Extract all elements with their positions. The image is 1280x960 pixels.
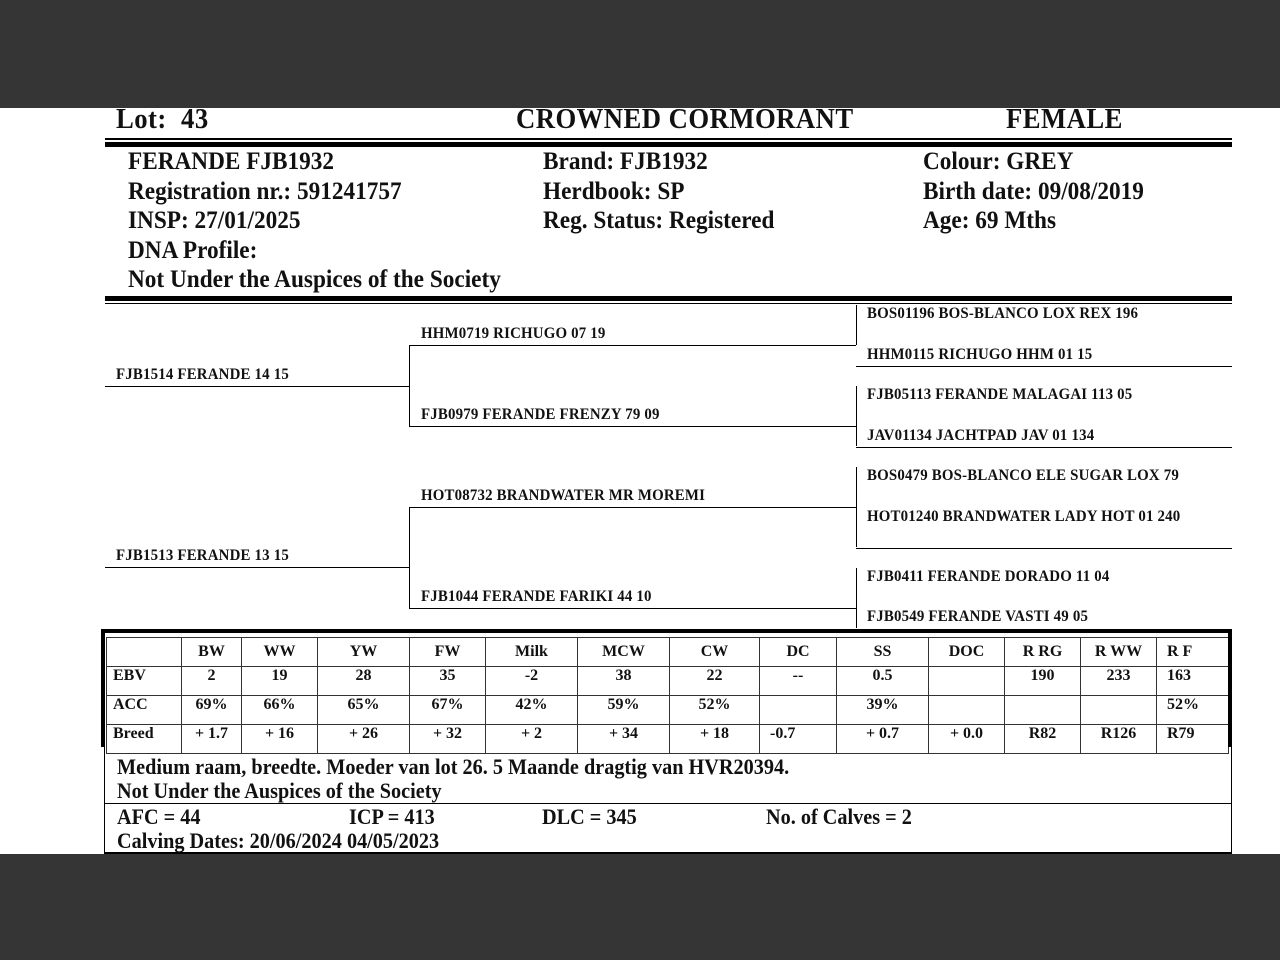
ggp-7: FJB0411 FERANDE DORADO 11 04	[867, 568, 1110, 585]
ebv-cell: 52%	[670, 696, 760, 725]
ebv-cell: --	[760, 667, 837, 696]
ebv-cell: R79	[1157, 725, 1229, 754]
ebv-cell	[929, 696, 1005, 725]
ebv-cell: 19	[242, 667, 318, 696]
ebv-cell: + 0.7	[837, 725, 929, 754]
ebv-cell: 69%	[182, 696, 242, 725]
ebv-cell: 42%	[486, 696, 578, 725]
ebv-header-cell: SS	[837, 638, 929, 667]
age: Age: 69 Mths	[923, 207, 1057, 234]
breed-row	[107, 725, 1229, 754]
ggp-3: FJB05113 FERANDE MALAGAI 113 05	[867, 386, 1133, 403]
ebv-cell: 163	[1157, 667, 1229, 696]
auspices-note: Not Under the Auspices of the Society	[128, 266, 501, 293]
ebv-header-cell: R RG	[1005, 638, 1081, 667]
ebv-cell: 66%	[242, 696, 318, 725]
ggp-separator-3	[856, 548, 1232, 549]
ebv-cell: + 26	[318, 725, 410, 754]
ebv-cell: 28	[318, 667, 410, 696]
ggp-8: FJB0549 FERANDE VASTI 49 05	[867, 608, 1089, 625]
ebv-cell: + 16	[242, 725, 318, 754]
insp-date: INSP: 27/01/2025	[128, 207, 301, 234]
ebv-header-cell: R WW	[1081, 638, 1157, 667]
ebv-cell: 67%	[410, 696, 486, 725]
pedigree-dam-sire: HOT08732 BRANDWATER MR MOREMI	[421, 487, 706, 504]
ebv-header-cell: BW	[182, 638, 242, 667]
dam-bracket	[409, 507, 410, 608]
sire-dam-line	[409, 426, 856, 427]
ggp-bracket-1	[856, 305, 857, 345]
reg-status: Reg. Status: Registered	[543, 207, 775, 234]
registration-number: Registration nr.: 591241757	[128, 177, 402, 205]
lot-number: 43	[181, 108, 209, 135]
ebv-header-cell: DOC	[929, 638, 1005, 667]
lot-sheet	[0, 108, 1280, 854]
ebv-header-cell: WW	[242, 638, 318, 667]
ebv-header-cell: CW	[670, 638, 760, 667]
remarks-left-border	[104, 747, 105, 854]
pedigree-dam-dam: FJB1044 FERANDE FARIKI 44 10	[421, 588, 652, 605]
ggp-5: BOS0479 BOS-BLANCO ELE SUGAR LOX 79	[867, 467, 1180, 484]
pedigree-sire-dam: FJB0979 FERANDE FRENZY 79 09	[421, 406, 660, 423]
ggp-bracket-2	[856, 386, 857, 446]
ebv-header-cell: FW	[410, 638, 486, 667]
ebv-cell: 233	[1081, 667, 1157, 696]
ebv-cell: 22	[670, 667, 760, 696]
pedigree-dam: FJB1513 FERANDE 13 15	[116, 547, 289, 564]
ebv-table	[106, 637, 1229, 754]
ebv-cell: 190	[1005, 667, 1081, 696]
ebv-header-cell: Milk	[486, 638, 578, 667]
pedigree-sire-sire: HHM0719 RICHUGO 07 19	[421, 325, 606, 342]
ebv-header-cell: DC	[760, 638, 837, 667]
ebv-cell: R82	[1005, 725, 1081, 754]
info-rule-thin	[105, 303, 1232, 304]
remarks-line-1: Medium raam, breedte. Moeder van lot 26. 5 Maande dragtig van HVR20394.	[117, 754, 790, 779]
ebv-cell: + 34	[578, 725, 670, 754]
ggp-separator-2	[856, 447, 1232, 448]
sex-label: FEMALE	[1006, 108, 1123, 135]
header-rule-thin	[105, 138, 1232, 140]
ggp-bracket-4	[856, 568, 857, 628]
birth-date: Birth date: 09/08/2019	[923, 177, 1144, 205]
ggp-1: BOS01196 BOS-BLANCO LOX REX 196	[867, 305, 1139, 322]
dam-sire-line	[409, 507, 856, 508]
dna-profile: DNA Profile:	[128, 236, 258, 264]
ebv-cell	[1005, 696, 1081, 725]
ebv-header-cell: MCW	[578, 638, 670, 667]
brand: Brand: FJB1932	[543, 148, 708, 175]
animal-name: FERANDE FJB1932	[128, 148, 335, 175]
ebv-cell	[760, 696, 837, 725]
afc: AFC = 44	[117, 804, 201, 829]
calving-dates: Calving Dates: 20/06/2024 04/05/2023	[117, 828, 440, 853]
ebv-cell: 2	[182, 667, 242, 696]
remarks	[117, 755, 789, 803]
breed-title: CROWNED CORMORANT	[516, 108, 854, 135]
sire-bracket	[409, 346, 410, 427]
ggp-separator-1	[856, 366, 1232, 367]
animal-info-left	[128, 147, 501, 295]
sire-sire-line	[409, 345, 856, 346]
ebv-cell: R126	[1081, 725, 1157, 754]
ggp-bracket-3	[856, 467, 857, 547]
remarks-right-border	[1231, 747, 1232, 854]
ebv-cell: 59%	[578, 696, 670, 725]
lot-label-text: Lot:	[116, 108, 167, 135]
icp: ICP = 413	[349, 804, 435, 829]
ebv-cell: 38	[578, 667, 670, 696]
ebv-cell: -0.7	[760, 725, 837, 754]
ebv-header-row	[107, 638, 1229, 667]
ebv-cell	[929, 667, 1005, 696]
ebv-header-cell	[107, 638, 182, 667]
animal-info-right	[923, 147, 1144, 236]
pedigree-sire: FJB1514 FERANDE 14 15	[116, 366, 289, 383]
colour: Colour: GREY	[923, 148, 1074, 175]
ebv-row-label: ACC	[107, 696, 182, 725]
dam-dam-line	[409, 608, 856, 609]
acc-row	[107, 696, 1229, 725]
ebv-cell: + 18	[670, 725, 760, 754]
ebv-cell: + 1.7	[182, 725, 242, 754]
ebv-cell	[1081, 696, 1157, 725]
lot-label	[116, 108, 209, 136]
ggp-4: JAV01134 JACHTPAD JAV 01 134	[867, 427, 1095, 444]
number-of-calves: No. of Calves = 2	[766, 804, 912, 829]
ebv-cell: -2	[486, 667, 578, 696]
ebv-cell: 52%	[1157, 696, 1229, 725]
ebv-row-label: EBV	[107, 667, 182, 696]
ebv-row-label: Breed	[107, 725, 182, 754]
ebv-cell: 65%	[318, 696, 410, 725]
ebv-header-cell: YW	[318, 638, 410, 667]
ebv-row	[107, 667, 1229, 696]
remarks-line-2: Not Under the Auspices of the Society	[117, 778, 442, 803]
ggp-2: HHM0115 RICHUGO HHM 01 15	[867, 346, 1093, 363]
herdbook: Herdbook: SP	[543, 177, 685, 205]
ebv-cell: 0.5	[837, 667, 929, 696]
dlc: DLC = 345	[542, 804, 637, 829]
ebv-cell: + 2	[486, 725, 578, 754]
dam-line	[105, 567, 409, 568]
remarks-separator	[104, 803, 1232, 804]
ebv-cell: + 32	[410, 725, 486, 754]
ebv-cell: + 0.0	[929, 725, 1005, 754]
ggp-6: HOT01240 BRANDWATER LADY HOT 01 240	[867, 508, 1181, 525]
ebv-cell: 39%	[837, 696, 929, 725]
info-rule-thick	[105, 296, 1232, 301]
animal-info-middle	[543, 147, 774, 236]
sire-line	[105, 386, 409, 387]
ebv-cell: 35	[410, 667, 486, 696]
ebv-header-cell: R F	[1157, 638, 1229, 667]
